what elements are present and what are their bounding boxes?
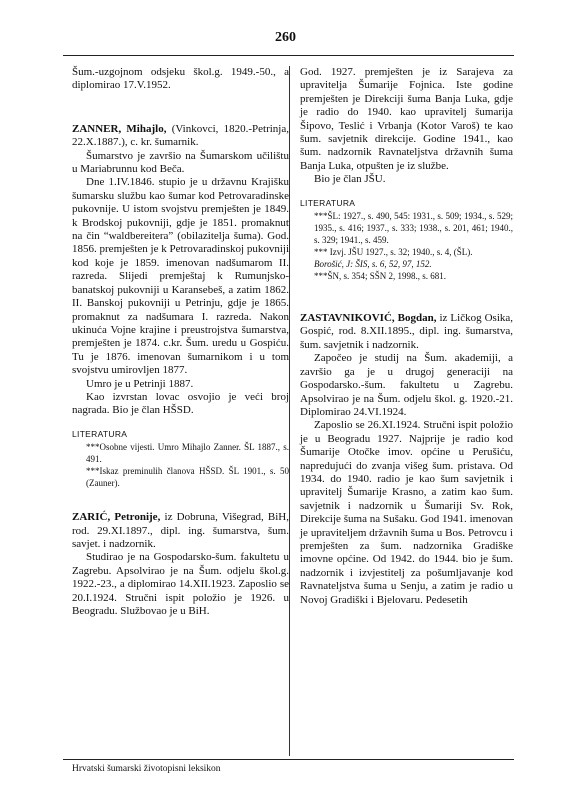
literature-label: LITERATURA — [300, 197, 356, 208]
literature-author: Borošić, J: ŠIS, s. 6, 52, 97, 152. — [314, 259, 432, 270]
footer-rule — [63, 759, 514, 760]
entry-paragraph: Započeo je studij na Šum. akademiji, a završio ga je u drugoj generaciji na Gospodarsko.-šum. fakultetu u Zagrebu. Apsolvirao je na Šum. odjelu škol. g. 1920.-21. Diplomirao 24.VI.1924. — [300, 352, 513, 418]
entry-name-zanner: ZANNER, Mihajlo, — [72, 122, 167, 135]
literature-label: LITERATURA — [72, 428, 128, 439]
literature-item: ***ŠN, s. 354; SŠN 2, 1998., s. 681. — [314, 271, 447, 282]
entry-paragraph: Umro je u Petrinji 1887. — [86, 377, 194, 390]
entry-paragraph: Šumarstvo je završio na Šumarskom učilištu u Mariabrunnu kod Beča. — [72, 149, 289, 176]
column-divider — [289, 66, 290, 756]
previous-entry-ending: Šum.-uzgojnom odsjeku škol.g. 1949.-50., a diplomirao 17.V.1952. — [72, 66, 289, 92]
entry-heading-details: iz Ličkog Osika, Gospić, rod. 8.XII.1895., dipl. ing. šumarstva, šum. savjetnik i nadzornik. — [300, 312, 514, 351]
header-rule — [63, 55, 514, 56]
entry-heading-details: (Vinkovci, 1820.-Petrinja, 22.X.1887.), c. kr. šumarnik. — [72, 122, 289, 149]
literature-item — [300, 258, 513, 270]
entry-paragraph: Kao izvrstan lovac osvojio je veći broj nagrada. Bio je član HŠSD. — [72, 390, 289, 417]
left-column — [72, 66, 289, 618]
literature-item: *** Izvj. JŠU 1927., s. 32; 1940., s. 4, (ŠL). — [314, 247, 473, 258]
entry-paragraph: Studirao je na Gospodarsko-šum. fakultetu u Zagrebu. Apsolvirao je na Šum. odjelu škol.g. 1922.-23., a diplomirao 14.XII.1923. Zaposlio se 20.I.1924. Stručni ispit položio je 1926. u Beogradu. Službovao je u BiH. — [72, 551, 289, 617]
running-footer: Hrvatski šumarski životopisni leksikon — [72, 764, 221, 774]
entry-heading-zanner — [72, 123, 289, 150]
entry-name-zaric: ZARIĆ, Petronije, — [72, 511, 161, 524]
entry-paragraph: Dne 1.IV.1846. stupio je u državnu Krajišku šumarsku službu kao šumar kod Petrovaradinske pukovnije. U istom svojstvu premješten je 1849. k Brodskoj pukovniji, gdje je 1851. promaknut na čin “waldbereitera” (obilazitelja šuma). God. 1856. premješten je k Petrovaradinskoj pukovniji kod koje je 1859. imenovan nadšumarom II. razreda. Slijedi premještaj k Rumunjsko-banatskoj pukovniji u Karansebeš, a zatim 1862. II. Banskoj pukovniji u Petrinju, gdje je 1865. promaknut za nadšumara I. razreda. Nakon ukinuća Vojne krajine i preustrojstva šumarstva, premješten je 1874. c.kr. Šum. uredu u Gospiću. Tu je 1876. imenovan šumarnikom i u tom svojstvu umirovljen 1877. — [72, 176, 289, 377]
right-column — [300, 66, 513, 607]
entry-paragraph: God. 1927. premješten je iz Sarajeva za upravitelja Šumarije Fojnica. Iste godine premješten je Direkciji šuma Banja Luka, gdje je radio do 1940. kao upravitelj šumarija Šipovo, Teslić i Vrbanja (Kotor Varoš) te kao šum. savjetnik direkcije. Godine 1941., kao šum. nadzornik Ravnateljstva državnih šuma Banja Luka, otpušten je iz službe. — [300, 66, 513, 172]
entry-heading-zastavnikovic — [300, 312, 513, 352]
entry-paragraph: Zaposlio se 26.XI.1924. Stručni ispit položio je u Beogradu 1927. Najprije je radio kod Šumarije Otočke imov. općine u Perušiću, napredujući do zvanja višeg šum. pristava. Od 1934. do 1940. radio je kao šum savjetnik i upravitelj Šumarije Krasno, a zatim kao šum. savjetnik i nadzornik u Šumariji Sv. Rok, Direkcije šuma na Sušaku. God 1941. imenovan je upraviteljem državnih šuma u Bos. Petrovcu i premješten za šum. nadzornika Gradiške imovne općine. Od 1942. do 1944. bio je šum. nadzornik i izvjestitelj za pošumljavanje kod Ravnateljstva šuma u Senju, a zatim je radio u Novoj Gradiški i Bjelovaru. Pedesetih — [300, 419, 513, 606]
entry-paragraph: Bio je član JŠU. — [314, 173, 386, 186]
page-number: 260 — [275, 30, 296, 45]
entry-name-zastavnikovic: ZASTAVNIKOVIĆ, Bogdan, — [300, 312, 437, 325]
literature-item: ***Iskaz preminulih članova HŠSD. ŠL 1901., s. 50 (Zauner). — [86, 466, 289, 489]
literature-item: ***ŠL: 1927., s. 490, 545: 1931., s. 509; 1934., s. 529; 1935., s. 416; 1937., s. 333; 1938., s. 201, 461; 1940., s. 329; 1941., s. 459. — [314, 211, 513, 246]
entry-heading-details: iz Dobruna, Višegrad, BiH, rod. 29.XI.1897., dipl. ing. šumarstva, šum. savjet. i nadzornik. — [72, 511, 289, 550]
literature-item: ***Osobne vijesti. Umro Mihajlo Zanner. ŠL 1887., s. 491. — [86, 442, 289, 465]
entry-heading-zaric — [72, 511, 289, 551]
